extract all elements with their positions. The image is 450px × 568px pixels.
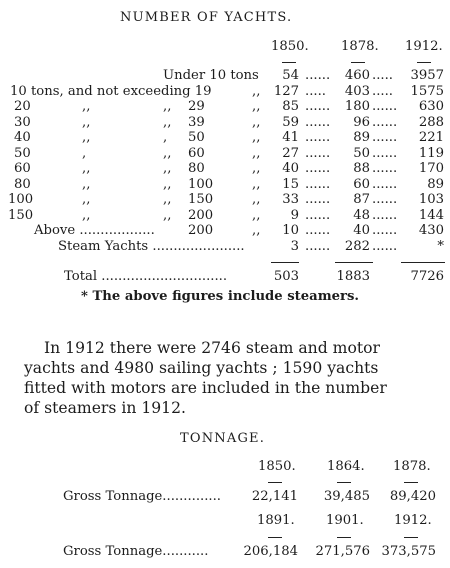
value-1912: 89: [427, 177, 444, 192]
leader-dots: ......: [372, 192, 398, 207]
leader-dots: ......: [372, 115, 398, 130]
value-1878: 180: [344, 99, 370, 114]
total-1878: 1883: [336, 269, 370, 284]
ditto-mark: ,,: [82, 99, 91, 114]
value-1878: 50: [353, 146, 370, 161]
value-1912: 119: [418, 146, 444, 161]
ditto-mark-tons: ,,: [252, 115, 261, 130]
tonnage-dash-1864: [337, 482, 351, 483]
ditto-mark-tons: ,,: [252, 208, 261, 223]
ditto-mark-tons: ,,: [252, 223, 261, 238]
row-label: 60: [14, 161, 31, 176]
value-1850: 3: [290, 239, 299, 254]
row-label: 100: [8, 192, 34, 207]
gross-tonnage-label-a: Gross Tonnage..............: [63, 489, 221, 504]
value-1912: *: [437, 239, 444, 254]
leader-dots: ......: [372, 130, 398, 145]
size-limit: 80: [188, 161, 205, 176]
value-1850: 33: [282, 192, 299, 207]
tonnage-year-1901: 1901.: [326, 513, 364, 528]
leader-dots: ......: [305, 223, 331, 238]
value-1850: 27: [282, 146, 299, 161]
tonnage-dash-1901: [337, 537, 351, 538]
tonnage-dash-1878: [404, 482, 418, 483]
value-1912: 144: [418, 208, 444, 223]
gross-tonnage-1901: 271,576: [315, 544, 370, 559]
ditto-mark: ,: [82, 146, 87, 161]
ditto-mark: ,,: [163, 192, 172, 207]
leader-dots: ......: [372, 208, 398, 223]
value-1878: 282: [344, 239, 370, 254]
ditto-mark: ,,: [163, 99, 172, 114]
ditto-mark: ,,: [82, 115, 91, 130]
paragraph-line-3: fitted with motors are included in the number: [24, 379, 387, 397]
value-1878: 88: [353, 161, 370, 176]
gross-tonnage-1912: 373,575: [381, 544, 436, 559]
ditto-mark: ,,: [163, 208, 172, 223]
leader-dots: ......: [305, 115, 331, 130]
row-label: 80: [14, 177, 31, 192]
row-label: 50: [14, 146, 31, 161]
total-label: Total ..............................: [64, 269, 228, 284]
value-1878: 40: [353, 223, 370, 238]
value-1878: 89: [353, 130, 370, 145]
size-limit: 200: [188, 223, 214, 238]
tonnage-dash-1891: [268, 537, 282, 538]
yachts-table-title: NUMBER OF YACHTS.: [120, 10, 293, 25]
value-1878: 460: [344, 68, 370, 83]
year-header-1850: 1850.: [271, 39, 309, 54]
header-dash-1878: [351, 62, 365, 63]
row-label: 150: [8, 208, 34, 223]
ditto-mark: ,,: [163, 115, 172, 130]
yachts-footnote: * The above figures include steamers.: [81, 289, 360, 304]
value-1850: 15: [282, 177, 299, 192]
ditto-mark-tons: ,,: [252, 192, 261, 207]
value-1912: 1575: [410, 84, 444, 99]
value-1912: 170: [418, 161, 444, 176]
leader-dots: ......: [305, 192, 331, 207]
leader-dots: .....: [305, 84, 326, 99]
tonnage-dash-1850: [268, 482, 282, 483]
total-1912: 7726: [410, 269, 444, 284]
row-label: Under 10 tons: [163, 68, 259, 83]
leader-dots: ......: [372, 146, 398, 161]
ditto-mark-tons: ,,: [252, 99, 261, 114]
leader-dots: ......: [305, 208, 331, 223]
paragraph-line-1: In 1912 there were 2746 steam and motor: [44, 339, 380, 357]
value-1912: 630: [418, 99, 444, 114]
total-rule-1878: [335, 262, 373, 263]
leader-dots: .....: [372, 68, 393, 83]
tonnage-year-1864: 1864.: [327, 459, 365, 474]
leader-dots: ......: [372, 223, 398, 238]
value-1850: 10: [282, 223, 299, 238]
size-limit: 150: [188, 192, 214, 207]
leader-dots: ......: [305, 239, 331, 254]
row-label: 10 tons, and not exceeding 19: [10, 84, 212, 99]
ditto-mark: ,,: [82, 192, 91, 207]
ditto-mark: ,,: [163, 146, 172, 161]
ditto-mark: ,,: [82, 177, 91, 192]
header-dash-1912: [417, 62, 431, 63]
total-rule-1850: [271, 262, 299, 263]
ditto-mark: ,,: [82, 161, 91, 176]
value-1878: 403: [344, 84, 370, 99]
tonnage-year-1912: 1912.: [394, 513, 432, 528]
tonnage-year-1891: 1891.: [257, 513, 295, 528]
leader-dots: ......: [305, 68, 331, 83]
tonnage-year-1850: 1850.: [258, 459, 296, 474]
leader-dots: ......: [305, 130, 331, 145]
gross-tonnage-1891: 206,184: [243, 544, 298, 559]
leader-dots: ......: [305, 99, 331, 114]
year-header-1912: 1912.: [405, 39, 443, 54]
row-label: Steam Yachts ......................: [58, 239, 245, 254]
leader-dots: ......: [372, 177, 398, 192]
row-label: 30: [14, 115, 31, 130]
leader-dots: ......: [305, 161, 331, 176]
leader-dots: ......: [305, 177, 331, 192]
ditto-mark: ,,: [163, 161, 172, 176]
row-label: 40: [14, 130, 31, 145]
tonnage-dash-1912: [404, 537, 418, 538]
ditto-mark-tons: ,,: [252, 84, 261, 99]
value-1850: 9: [290, 208, 299, 223]
value-1850: 40: [282, 161, 299, 176]
gross-tonnage-1878: 89,420: [389, 489, 436, 504]
paragraph-line-4: of steamers in 1912.: [24, 399, 186, 417]
ditto-mark: ,,: [82, 130, 91, 145]
size-limit: 200: [188, 208, 214, 223]
total-1850: 503: [273, 269, 299, 284]
leader-dots: ......: [305, 146, 331, 161]
value-1912: 288: [418, 115, 444, 130]
gross-tonnage-label-b: Gross Tonnage...........: [63, 544, 209, 559]
value-1878: 96: [353, 115, 370, 130]
ditto-mark-tons: ,,: [252, 146, 261, 161]
leader-dots: ......: [372, 161, 398, 176]
value-1878: 60: [353, 177, 370, 192]
value-1912: 430: [418, 223, 444, 238]
ditto-mark: ,,: [163, 177, 172, 192]
gross-tonnage-1864: 39,485: [323, 489, 370, 504]
leader-dots: ......: [372, 239, 398, 254]
row-label: 20: [14, 99, 31, 114]
row-label: Above ..................: [34, 223, 155, 238]
value-1850: 85: [282, 99, 299, 114]
tonnage-year-1878: 1878.: [393, 459, 431, 474]
total-rule-1912: [401, 262, 445, 263]
value-1878: 87: [353, 192, 370, 207]
value-1878: 48: [353, 208, 370, 223]
size-limit: 100: [188, 177, 214, 192]
size-limit: 29: [188, 99, 205, 114]
value-1850: 54: [282, 68, 299, 83]
size-limit: 50: [188, 130, 205, 145]
ditto-mark-tons: ,,: [252, 177, 261, 192]
ditto-mark-tons: ,,: [252, 130, 261, 145]
value-1912: 3957: [410, 68, 444, 83]
ditto-mark: ,: [163, 130, 168, 145]
header-dash-1850: [282, 62, 296, 63]
value-1850: 41: [282, 130, 299, 145]
gross-tonnage-1850: 22,141: [251, 489, 298, 504]
value-1912: 103: [418, 192, 444, 207]
size-limit: 60: [188, 146, 205, 161]
value-1912: 221: [418, 130, 444, 145]
ditto-mark-tons: ,,: [252, 161, 261, 176]
size-limit: 39: [188, 115, 205, 130]
leader-dots: ......: [372, 99, 398, 114]
value-1850: 59: [282, 115, 299, 130]
tonnage-title: TONNAGE.: [180, 431, 266, 446]
value-1850: 127: [273, 84, 299, 99]
year-header-1878: 1878.: [341, 39, 379, 54]
ditto-mark: ,,: [82, 208, 91, 223]
paragraph-line-2: yachts and 4980 sailing yachts ; 1590 yachts: [24, 359, 379, 377]
leader-dots: .....: [372, 84, 393, 99]
